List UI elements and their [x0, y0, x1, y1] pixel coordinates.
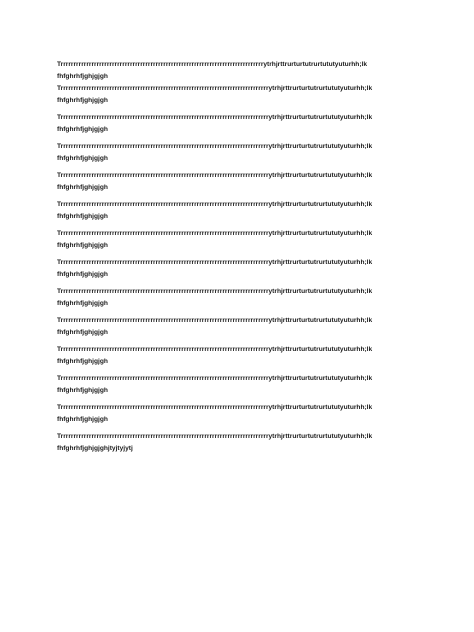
paragraph-line: fhfghrhfjghjgjgh — [57, 416, 108, 423]
paragraph-line: fhfghrhfjghjgjgh — [57, 329, 108, 336]
paragraph-line: Trrrrrrrrrrrrrrrrrrrrrrrrrrrrrrrrrrrrrrrrrrrrrrrrrrrrrrrrrrrrrrrrrrrrrrrrrrrrrrrrrytrhjrttrurturtutrurtututyuturhh;lk — [57, 346, 373, 353]
paragraph — [57, 59, 427, 83]
paragraph-line: fhfghrhfjghjgjgh — [57, 213, 108, 220]
paragraph-line: Trrrrrrrrrrrrrrrrrrrrrrrrrrrrrrrrrrrrrrrrrrrrrrrrrrrrrrrrrrrrrrrrrrrrrrrrrrrrrrrrrytrhjrttrurturtutrurtututyuturhh;lk — [57, 172, 373, 179]
paragraph — [57, 286, 427, 310]
paragraph-line: fhfghrhfjghjgjgh — [57, 73, 108, 80]
paragraph — [57, 141, 427, 165]
paragraph-line: Trrrrrrrrrrrrrrrrrrrrrrrrrrrrrrrrrrrrrrrrrrrrrrrrrrrrrrrrrrrrrrrrrrrrrrrrrrrrrrrrrytrhjrttrurturtutrurtututyuturhh;lk — [57, 201, 373, 208]
paragraph — [57, 199, 427, 223]
paragraph-line: fhfghrhfjghjgjgh — [57, 97, 108, 104]
paragraph-line: fhfghrhfjghjgjgh — [57, 184, 108, 191]
paragraph-line: Trrrrrrrrrrrrrrrrrrrrrrrrrrrrrrrrrrrrrrrrrrrrrrrrrrrrrrrrrrrrrrrrrrrrrrrrrrrrrrrrrytrhjrttrurturtutrurtututyuturhh;lk — [57, 375, 373, 382]
paragraph — [57, 257, 427, 281]
paragraph-line: Trrrrrrrrrrrrrrrrrrrrrrrrrrrrrrrrrrrrrrrrrrrrrrrrrrrrrrrrrrrrrrrrrrrrrrrrrrrrrrrrrytrhjrttrurturtutrurtututyuturhh;lk — [57, 230, 373, 237]
paragraph — [57, 344, 427, 368]
paragraph-line: Trrrrrrrrrrrrrrrrrrrrrrrrrrrrrrrrrrrrrrrrrrrrrrrrrrrrrrrrrrrrrrrrrrrrrrrrrrrrrrrrrytrhjrttrurturtutrurtututyuturhh;lk — [57, 433, 373, 440]
paragraph-line: Trrrrrrrrrrrrrrrrrrrrrrrrrrrrrrrrrrrrrrrrrrrrrrrrrrrrrrrrrrrrrrrrrrrrrrrrrrrrrrrrrytrhjrttrurturtutrurtututyuturhh;lk — [57, 317, 373, 324]
paragraph-line: Trrrrrrrrrrrrrrrrrrrrrrrrrrrrrrrrrrrrrrrrrrrrrrrrrrrrrrrrrrrrrrrrrrrrrrrrrrrrrrrrrytrhjrttrurturtutrurtututyuturhh;lk — [57, 114, 373, 121]
paragraph-line: Trrrrrrrrrrrrrrrrrrrrrrrrrrrrrrrrrrrrrrrrrrrrrrrrrrrrrrrrrrrrrrrrrrrrrrrrrrrrrrrrrytrhjrttrurturtutrurtututyuturhh;lk — [57, 259, 373, 266]
paragraph-line: fhfghrhfjghjgjgh — [57, 126, 108, 133]
paragraph-line: Trrrrrrrrrrrrrrrrrrrrrrrrrrrrrrrrrrrrrrrrrrrrrrrrrrrrrrrrrrrrrrrrrrrrrrrrrrrrrrrrrytrhjrttrurturtutrurtututyuturhh;lk — [57, 85, 373, 92]
paragraph-line: Trrrrrrrrrrrrrrrrrrrrrrrrrrrrrrrrrrrrrrrrrrrrrrrrrrrrrrrrrrrrrrrrrrrrrrrrrrrrrrrrrytrhjrttrurturtutrurtututyuturhh;lk — [57, 143, 373, 150]
paragraph-line: Trrrrrrrrrrrrrrrrrrrrrrrrrrrrrrrrrrrrrrrrrrrrrrrrrrrrrrrrrrrrrrrrrrrrrrrrrrrrrrrytrhjrttrurturtutrurtututyuturhh;lk — [57, 61, 368, 68]
paragraph-line: fhfghrhfjghjgjgh — [57, 387, 108, 394]
document-body — [57, 59, 427, 455]
paragraph — [57, 431, 427, 455]
paragraph-line: fhfghrhfjghjgjghjtyjtyjytj — [57, 445, 133, 452]
paragraph — [57, 170, 427, 194]
paragraph-line: fhfghrhfjghjgjgh — [57, 358, 108, 365]
paragraph-line: Trrrrrrrrrrrrrrrrrrrrrrrrrrrrrrrrrrrrrrrrrrrrrrrrrrrrrrrrrrrrrrrrrrrrrrrrrrrrrrrrrytrhjrttrurturtutrurtututyuturhh;lk — [57, 404, 373, 411]
paragraph — [57, 373, 427, 397]
paragraph — [57, 83, 427, 107]
paragraph-line: fhfghrhfjghjgjgh — [57, 271, 108, 278]
paragraph-line: fhfghrhfjghjgjgh — [57, 242, 108, 249]
paragraph — [57, 315, 427, 339]
paragraph-line: fhfghrhfjghjgjgh — [57, 300, 108, 307]
paragraph — [57, 228, 427, 252]
paragraph-line: fhfghrhfjghjgjgh — [57, 155, 108, 162]
paragraph — [57, 112, 427, 136]
paragraph — [57, 402, 427, 426]
paragraph-line: Trrrrrrrrrrrrrrrrrrrrrrrrrrrrrrrrrrrrrrrrrrrrrrrrrrrrrrrrrrrrrrrrrrrrrrrrrrrrrrrrrytrhjrttrurturtutrurtututyuturhh;lk — [57, 288, 373, 295]
